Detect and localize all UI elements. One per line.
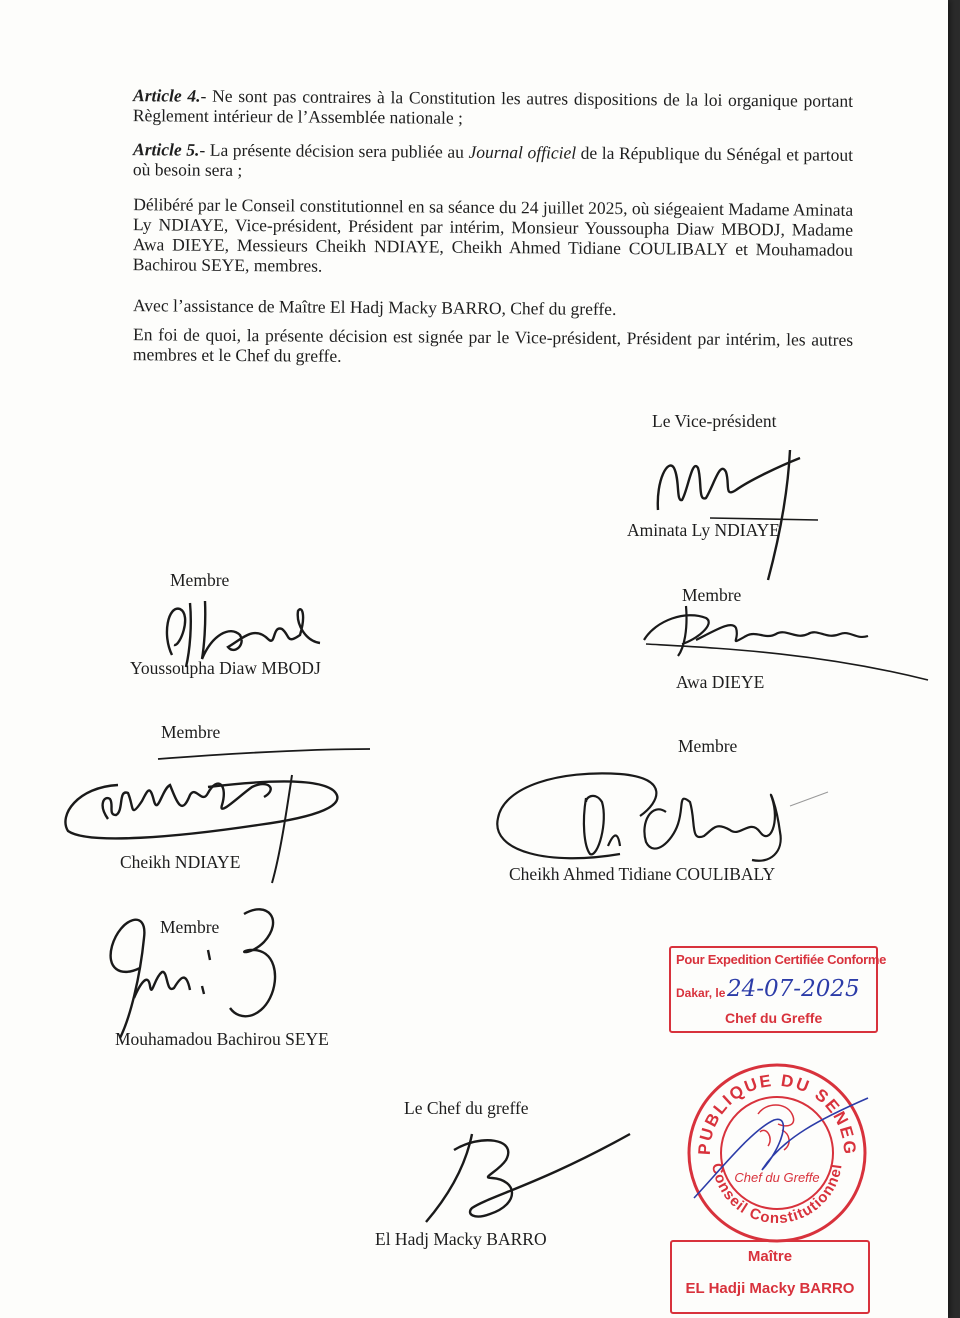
conseil-seal [674, 1043, 872, 1248]
seal-center-text: Chef du Greffe [734, 1170, 820, 1185]
article-5 [133, 139, 853, 185]
vice-president-name: Aminata Ly NDIAYE [627, 520, 780, 540]
mbodj-role: Membre [170, 570, 230, 590]
deliberation-paragraph: Délibéré par le Conseil constitutionnel en sa séance du 24 juillet 2025, où siégeaient Madame Aminata Ly NDIAYE, Vice-président, Président par intérim, Monsieur Youssoupha Diaw MBODJ, Madame Awa DIEYE, Messieurs Cheikh NDIAYE, Cheikh Ahmed Tidiane COULIBALY et Mouhamadou Bachirou SEYE, membres. [132, 194, 854, 276]
expedition-stamp-date: 24-07-2025 [727, 976, 860, 1002]
vice-president-signature [640, 440, 830, 590]
seal-bottom-text: Conseil Constitutionnel [708, 1161, 846, 1228]
dieye-role: Membre [682, 585, 742, 605]
expedition-stamp-title: Pour Expedition Certifiée Conforme [676, 952, 887, 967]
article-5-text-b: de la République du Sénégal et partout où besoin sera ; [132, 142, 854, 181]
journal-officiel: Journal officiel [468, 141, 577, 163]
assistance-paragraph: Avec l’assistance de Maître El Hadj Macky BARRO, Chef du greffe. [132, 295, 617, 319]
seye-name: Mouhamadou Bachirou SEYE [115, 1029, 329, 1049]
greffier-stamp-name: EL Hadji Macky BARRO [685, 1280, 855, 1297]
cheikh-ndiaye-role: Membre [161, 722, 221, 742]
seye-role: Membre [160, 917, 220, 937]
coulibaly-role: Membre [678, 736, 738, 756]
mbodj-name: Youssoupha Diaw MBODJ [130, 658, 321, 678]
article-4-text: - Ne sont pas contraires à la Constitution les autres dispositions de la loi organique portant Règlement intérieur de l’Assemblée nationale ; [132, 85, 854, 128]
coulibaly-signature [490, 762, 830, 872]
coulibaly-name: Cheikh Ahmed Tidiane COULIBALY [509, 864, 776, 884]
seye-signature [100, 898, 290, 1048]
expedition-stamp-role: Chef du Greffe [725, 1010, 823, 1026]
article-5-text-a: - La présente décision sera publiée au [199, 139, 469, 162]
cheikh-ndiaye-name: Cheikh NDIAYE [120, 852, 241, 872]
dieye-name: Awa DIEYE [676, 672, 765, 692]
greffier-name-stamp [670, 1240, 870, 1314]
greffier-stamp-title: Maître [747, 1248, 793, 1265]
vice-president-role: Le Vice-président [652, 411, 777, 431]
expedition-stamp-place: Dakar, le [676, 986, 726, 1000]
expedition-stamp [669, 946, 887, 1033]
article-4-label: Article 4. [133, 85, 201, 106]
article-4 [133, 85, 853, 131]
foi-paragraph: En foi de quoi, la présente décision est signée par le Vice-président, Président par intérim, les autres membres et le Chef du greffe. [132, 324, 854, 366]
greffe-signature [410, 1124, 640, 1224]
greffe-role: Le Chef du greffe [404, 1098, 529, 1118]
greffe-name: El Hadj Macky BARRO [375, 1229, 547, 1249]
seal-top-text: REPUBLIQUE DU SENEGAL [674, 1043, 860, 1157]
article-5-label: Article 5. [133, 139, 200, 160]
